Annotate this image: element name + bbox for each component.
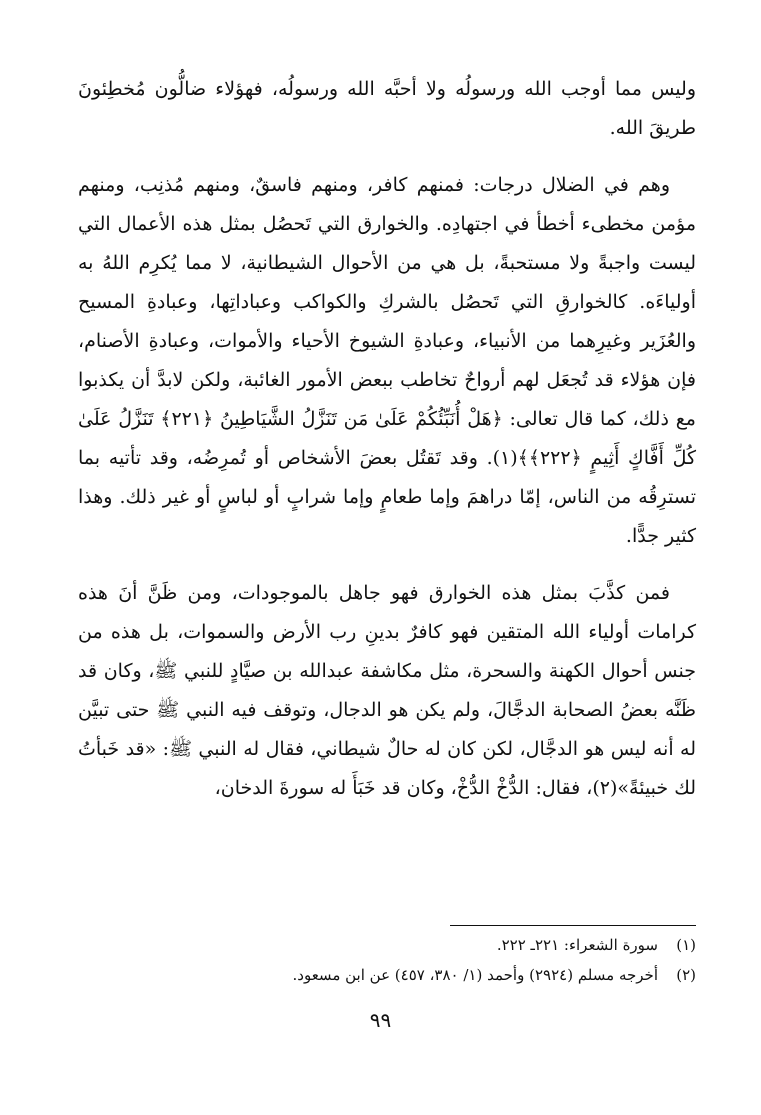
- footnote-2-text: أخرجه مسلم (٢٩٢٤) وأحمد (١/ ٣٨٠، ٤٥٧) عن ابن مسعود.: [292, 966, 658, 984]
- paragraph-3-text: فمن كذَّبَ بمثل هذه الخوارق فهو جاهل بالموجودات، ومن ظَنَّ أنَ هذه كرامات أولياء الله المتقين فهو كافرٌ بدينِ رب الأرض والسموات، بل هذه من جنس أحوال الكهنة والسحرة، مثل مكاشفة عبدالله بن صيَّادٍ للنبي ﷺ، وكان قد ظَنَّه بعضُ الصحابة الدجَّالَ، ولم يكن هو الدجال، وتوقف فيه النبي ﷺ حتى تبيَّن له أنه ليس هو الدجَّال، لكن كان له حالٌ شيطاني، فقال له النبي ﷺ: «قد خَبأتُ لك خبيئةً»(٢)، فقال: الدُّخْ الدُّخْ، وكان قد خَبَأَ له سورةَ الدخان،: [78, 582, 696, 799]
- footnote-divider: [450, 925, 696, 926]
- footnote-1-text: سورة الشعراء: ٢٢١ـ ٢٢٢.: [496, 936, 658, 954]
- paragraph-1-text: وليس مما أوجب الله ورسولُه ولا أحبَّه الله ورسولُه، فهؤلاء ضالُّون مُخطِئونَ طريقَ الله.: [78, 78, 696, 139]
- footnote-2-number: (٢): [676, 966, 696, 984]
- paragraph-3: [78, 574, 696, 808]
- footnote-2: [78, 960, 696, 990]
- footnotes: [78, 930, 696, 990]
- paragraph-2-text: وهم في الضلال درجات: فمنهم كافر، ومنهم فاسقٌ، ومنهم مُذنِب، ومنهم مؤمن مخطىء أخطأ في اجتهادِه. والخوارق التي تَحصُل بمثل هذه الأعمال التي ليست واجبةً ولا مستحبةً، بل هي من الأحوال الشيطانية، لا مما يُكرِم اللهُ به أولياءَه. كالخوارقِ التي تَحصُل بالشركِ والكواكب وعباداتِها، وعبادةِ المسيح والعُزَير وغيرِهما من الأنبياء، وعبادةِ الشيوخ الأحياء والأموات، وعبادةِ الأصنام، فإن هؤلاء قد تُجعَل لهم أرواحٌ تخاطب ببعض الأمور الغائبة، ولكن لابدَّ أن يكذبوا مع ذلك، كما قال تعالى: ﴿هَلْ أُنَبِّئُكُمْ عَلَىٰ مَن تَنَزَّلُ الشَّيَاطِينُ ﴿٢٢١﴾ تَنَزَّلُ عَلَىٰ كُلِّ أَفَّاكٍ أَثِيمٍ ﴿٢٢٢﴾﴾(١). وقد تَقتُل بعضَ الأشخاص أو تُمرِضُه، وقد تأتيه بما تسترِقُه من الناس، إمّا دراهمَ وإما طعامٍ وإما شرابٍ أو لباسٍ أو غير ذلك. وهذا كثير جدًّا.: [78, 174, 697, 547]
- paragraph-1: [78, 70, 696, 148]
- paragraph-2: [78, 166, 696, 556]
- footnote-1: [78, 930, 696, 960]
- page-body: [78, 70, 696, 826]
- page-number: ٩٩: [369, 1008, 392, 1032]
- footnote-1-number: (١): [676, 936, 696, 954]
